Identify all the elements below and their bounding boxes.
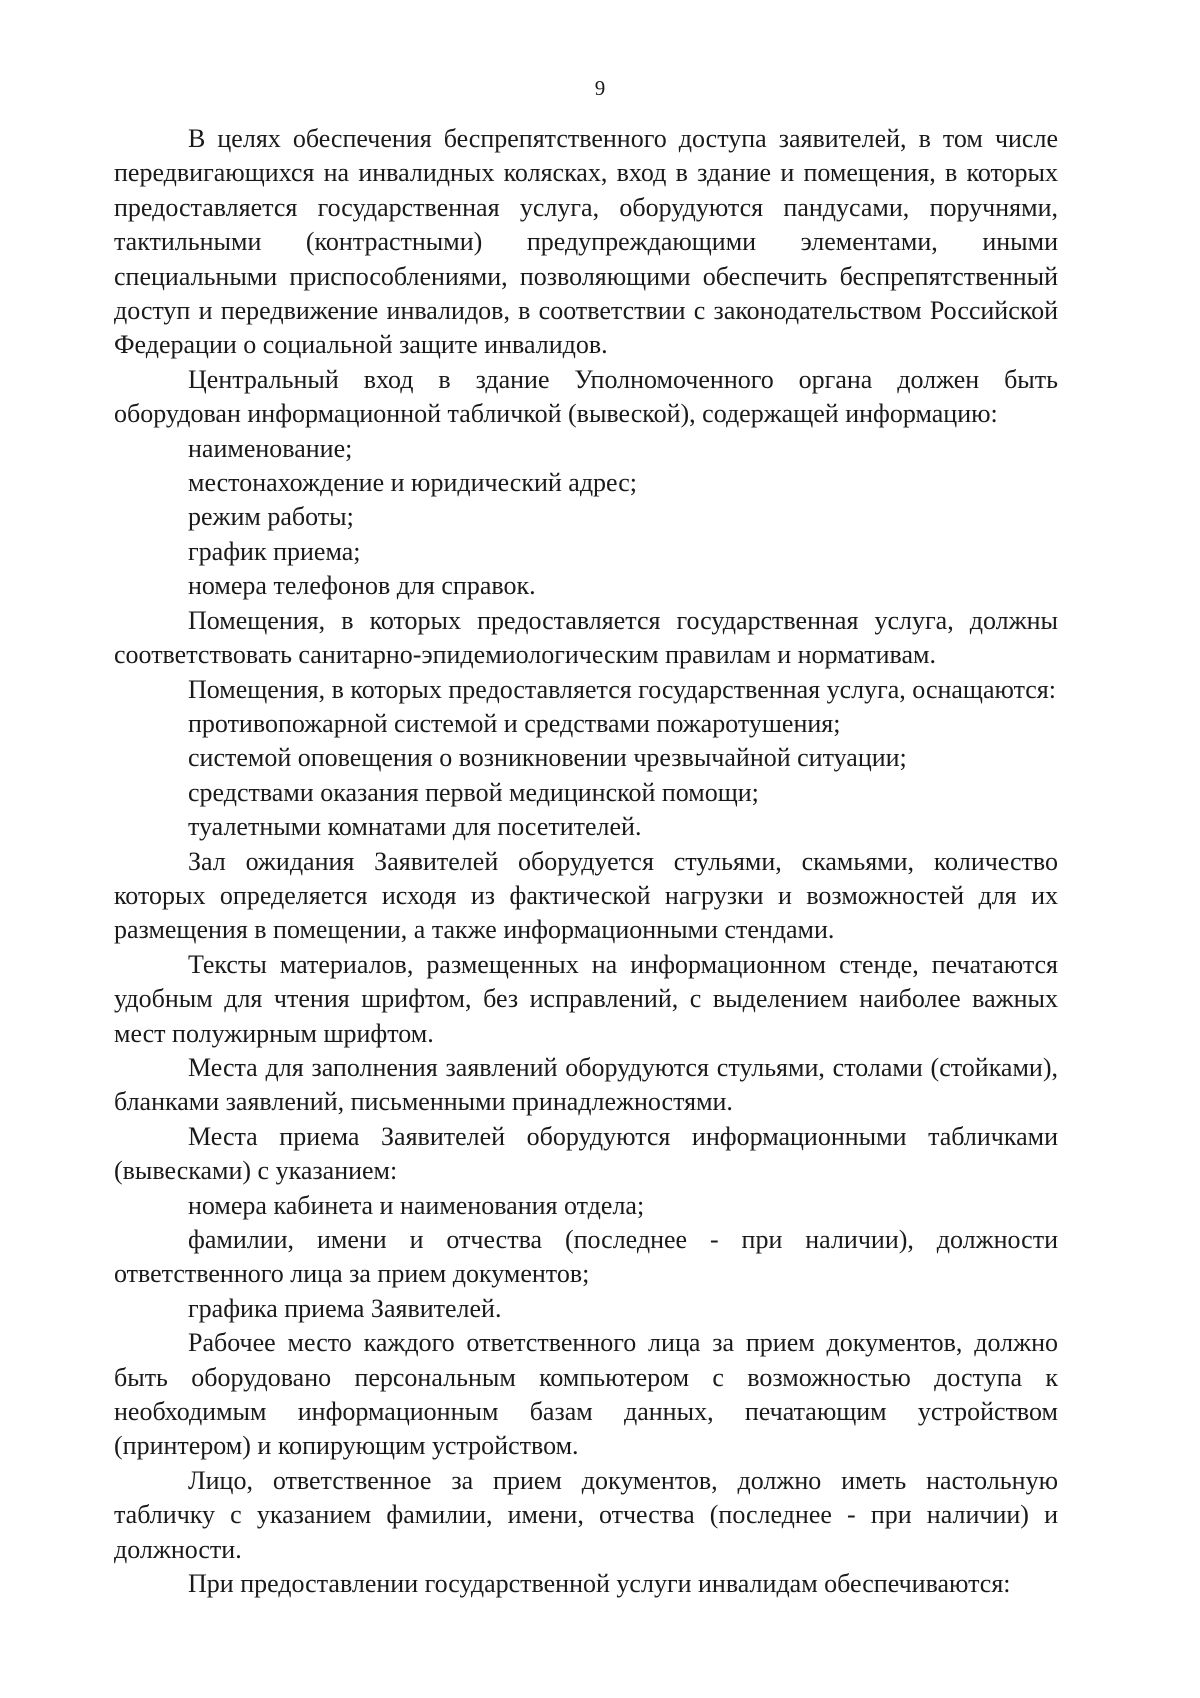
list-item: противопожарной системой и средствами пожаротушения;	[188, 708, 841, 738]
paragraph-equipment: Помещения, в которых предоставляется государственная услуга, оснащаются:	[188, 674, 1056, 704]
paragraph-reception-signs: Места приема Заявителей оборудуются информационными табличками (вывесками) с указанием:	[114, 1121, 1058, 1186]
list-item: наименование;	[188, 433, 353, 463]
list-item: режим работы;	[188, 502, 354, 532]
list-item: фамилии, имени и отчества (последнее - при наличии), должности ответственного лица за прием документов;	[114, 1225, 1058, 1289]
paragraph-waiting-hall: Зал ожидания Заявителей оборудуется стульями, скамьями, количество которых определяется исходя из фактической нагрузки и возможностей для их размещения в помещении, а также информационными стендами.	[114, 846, 1058, 945]
paragraph-workplace: Рабочее место каждого ответственного лица за прием документов, должно быть оборудовано персональным компьютером с возможностью доступа к необходимым информационным базам данных, печатающим устройством (принтером) и копирующим устройством.	[114, 1328, 1058, 1461]
paragraph-info-stand: Тексты материалов, размещенных на информационном стенде, печатаются удобным для чтения шрифтом, без исправлений, с выделением наиболее важных мест полужирным шрифтом.	[114, 949, 1058, 1048]
list-item: туалетными комнатами для посетителей.	[188, 812, 642, 842]
list-item: номера кабинета и наименования отдела;	[188, 1190, 645, 1220]
list-item: график приема;	[188, 536, 361, 566]
paragraph-desk-sign: Лицо, ответственное за прием документов, должно иметь настольную табличку с указанием фамилии, имени, отчества (последнее - при наличии) и должности.	[114, 1465, 1058, 1564]
list-item: графика приема Заявителей.	[188, 1293, 502, 1323]
paragraph-accessibility: В целях обеспечения беспрепятственного доступа заявителей, в том числе передвигающихся на инвалидных колясках, вход в здание и помещения, в которых предоставляется государственная услуга, оборудуются пандусами, поручнями, тактильными (контрастными) предупреждающими элементами, иными специальными приспособлениями, позволяющими обеспечить беспрепятственный доступ и передвижение инвалидов, в соответствии с законодательством Российской Федерации о социальной защите инвалидов.	[114, 124, 1058, 360]
list-item: местонахождение и юридический адрес;	[188, 468, 637, 498]
paragraph-disabled-provisions: При предоставлении государственной услуги инвалидам обеспечиваются:	[188, 1569, 1011, 1599]
list-item: системой оповещения о возникновении чрезвычайной ситуации;	[188, 743, 907, 773]
list-item: номера телефонов для справок.	[188, 571, 536, 601]
paragraph-entrance: Центральный вход в здание Уполномоченного органа должен быть оборудован информационной табличкой (вывеской), содержащей информацию:	[114, 364, 1058, 429]
paragraph-sanitary: Помещения, в которых предоставляется государственная услуга, должны соответствовать санитарно-эпидемиологическим правилам и нормативам.	[114, 605, 1058, 670]
document-body	[114, 122, 1058, 1601]
paragraph-forms-area: Места для заполнения заявлений оборудуются стульями, столами (стойками), бланками заявлений, письменными принадлежностями.	[114, 1052, 1058, 1117]
list-item: средствами оказания первой медицинской помощи;	[188, 777, 759, 807]
page-number: 9	[594, 76, 606, 100]
